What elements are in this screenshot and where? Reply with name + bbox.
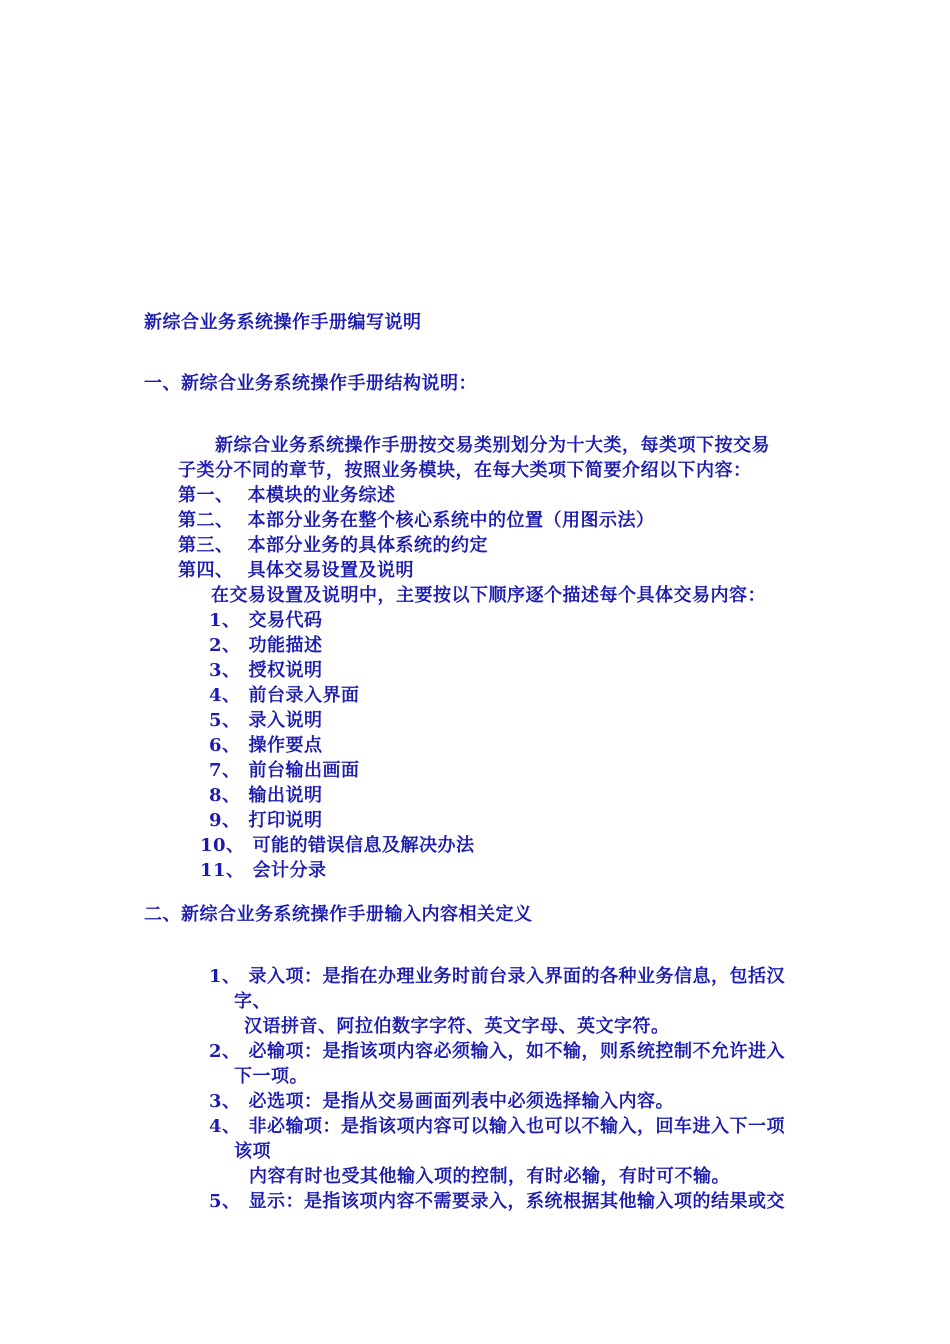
- item-number: 3、: [209, 660, 241, 681]
- item-number: 11、: [200, 860, 245, 881]
- item-number: 10、: [200, 835, 245, 856]
- list-item: [209, 758, 360, 783]
- def-number: 3、: [209, 1091, 241, 1112]
- section1-intro-line2: 子类分不同的章节，按照业务模块，在每大类项下简要介绍以下内容：: [178, 460, 752, 481]
- part-label: 第一、: [178, 485, 234, 506]
- item-text: 前台输出画面: [248, 760, 360, 781]
- order-intro: 在交易设置及说明中，主要按以下顺序逐个描述每个具体交易内容：: [211, 585, 766, 606]
- item-number: 8、: [209, 785, 241, 806]
- item-number: 5、: [209, 710, 241, 731]
- item-text: 前台录入界面: [248, 685, 360, 706]
- item-text: 可能的错误信息及解决办法: [252, 835, 475, 856]
- item-number: 2、: [209, 635, 241, 656]
- item-number: 9、: [209, 810, 241, 831]
- list-item: [209, 658, 323, 683]
- def-line: 字、: [234, 991, 271, 1012]
- part-label: 第三、: [178, 535, 234, 556]
- list-item: [209, 608, 323, 633]
- item-text: 会计分录: [252, 860, 327, 881]
- def-number: 1、: [209, 966, 241, 987]
- part-text: 本部分业务在整个核心系统中的位置（用图示法）: [247, 510, 655, 531]
- def-line: 必选项：是指从交易画面列表中必须选择输入内容。: [248, 1091, 675, 1112]
- item-number: 4、: [209, 685, 241, 706]
- definition-item: [209, 1089, 674, 1114]
- part-item: [178, 483, 396, 508]
- item-number: 7、: [209, 760, 241, 781]
- item-text: 交易代码: [248, 610, 323, 631]
- part-item: [178, 558, 414, 583]
- item-text: 打印说明: [248, 810, 323, 831]
- list-item: [209, 808, 323, 833]
- item-text: 输出说明: [248, 785, 323, 806]
- item-text: 功能描述: [248, 635, 323, 656]
- item-number: 1、: [209, 610, 241, 631]
- definition-item: [209, 1039, 785, 1064]
- list-item: [209, 633, 323, 658]
- definition-item: [209, 964, 785, 989]
- part-label: 第二、: [178, 510, 234, 531]
- list-item: [209, 708, 323, 733]
- list-item: [209, 733, 323, 758]
- section2-heading: 二、新综合业务系统操作手册输入内容相关定义: [144, 904, 533, 925]
- list-item: [209, 783, 323, 808]
- definition-item: [209, 1189, 785, 1214]
- def-number: 2、: [209, 1041, 241, 1062]
- part-label: 第四、: [178, 560, 234, 581]
- def-line: 显示：是指该项内容不需要录入，系统根据其他输入项的结果或交: [248, 1191, 786, 1212]
- def-number: 5、: [209, 1191, 241, 1212]
- part-item: [178, 533, 488, 558]
- def-line: 该项: [234, 1141, 271, 1162]
- def-line: 内容有时也受其他输入项的控制，有时必输，有时可不输。: [249, 1166, 730, 1187]
- item-text: 授权说明: [248, 660, 323, 681]
- list-item: [209, 683, 360, 708]
- def-line: 汉语拼音、阿拉伯数字字符、英文字母、英文字符。: [244, 1016, 670, 1037]
- item-text: 录入说明: [248, 710, 323, 731]
- def-line: 必输项：是指该项内容必须输入，如不输，则系统控制不允许进入: [248, 1041, 786, 1062]
- def-line: 录入项：是指在办理业务时前台录入界面的各种业务信息，包括汉: [248, 966, 786, 987]
- def-number: 4、: [209, 1116, 241, 1137]
- def-line: 下一项。: [234, 1066, 308, 1087]
- section1-heading: 一、新综合业务系统操作手册结构说明：: [144, 373, 477, 394]
- list-item: [200, 858, 327, 883]
- list-item: [200, 833, 475, 858]
- def-line: 非必输项：是指该项内容可以输入也可以不输入，回车进入下一项: [248, 1116, 786, 1137]
- part-text: 本部分业务的具体系统的约定: [247, 535, 488, 556]
- definition-item: [209, 1114, 785, 1139]
- item-number: 6、: [209, 735, 241, 756]
- item-text: 操作要点: [248, 735, 323, 756]
- section1-intro-line1: 新综合业务系统操作手册按交易类别划分为十大类，每类项下按交易: [215, 435, 770, 456]
- part-item: [178, 508, 655, 533]
- part-text: 具体交易设置及说明: [247, 560, 414, 581]
- document-title: 新综合业务系统操作手册编写说明: [144, 312, 422, 333]
- part-text: 本模块的业务综述: [247, 485, 396, 506]
